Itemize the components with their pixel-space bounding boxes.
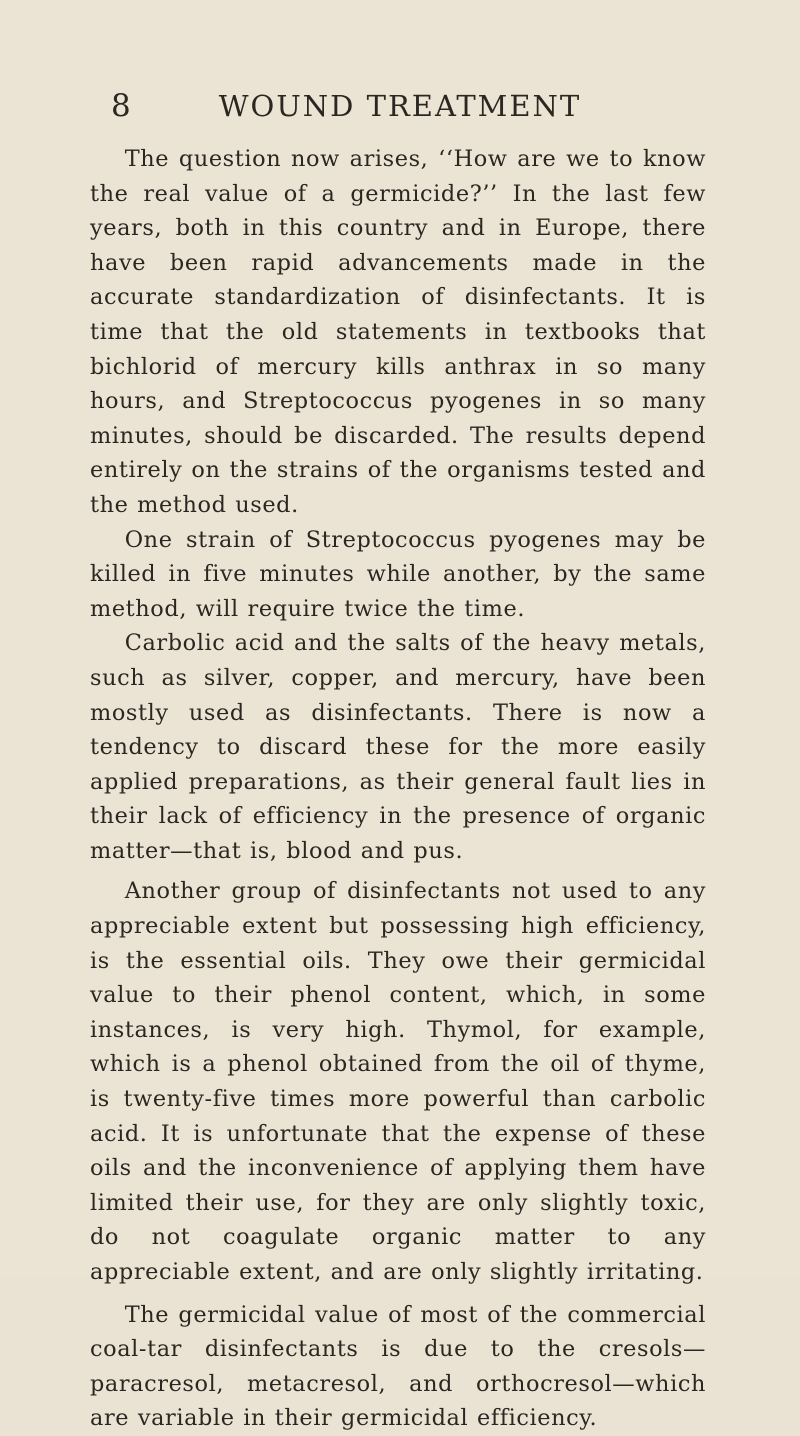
running-head: WOUND TREATMENT — [218, 89, 582, 123]
paragraph-essential-oils: Another group of disinfectants not used to any appreciable extent but possessing high efficiency, is the essential oils. They owe their germicidal value to their phenol content, which, in some instances, is very high. Thymol, for example, which is a phenol obtained from the oil of thyme, is twenty-five times more powerful than carbolic acid. It is unfortunate that the expense of these oils and the inconvenience of applying them have limited their use, for they are only slightly toxic, do not coagulate organic matter to any appreciable extent, and are only slightly irritating. — [90, 878, 706, 1285]
paragraph-coal-tar: The germicidal value of most of the commercial coal-tar disinfectants is due to the cresols—paracresol, metacresol, and orthocresol—which are variable in their germicidal efficiency. — [90, 1301, 706, 1432]
page-number: 8 — [111, 88, 131, 124]
page-header — [0, 86, 800, 126]
paragraph-germicide-value: The question now arises, ‘‘How are we to know the real value of a germicide?’’ In the last few years, both in this country and in Europe, there have been rapid advancements made in the accurate standardization of disinfectants. It is time that the old statements in textbooks that bichlorid of mercury kills anthrax in so many hours, and Streptococcus pyogenes in so many minutes, should be discarded. The results depend entirely on the strains of the organisms tested and the method used. — [90, 146, 706, 518]
page-body — [90, 142, 706, 1436]
paragraph-carbolic-acid: Carbolic acid and the salts of the heavy metals, such as silver, copper, and mercury, have been mostly used as disinfectants. There is now a tendency to discard these for the more easily applied preparations, as their general fault lies in their lack of efficiency in the presence of organic matter—that is, blood and pus. — [90, 630, 706, 864]
paragraph-strain-variation: One strain of Streptococcus pyogenes may be killed in five minutes while another, by the same method, will require twice the time. — [90, 526, 706, 622]
